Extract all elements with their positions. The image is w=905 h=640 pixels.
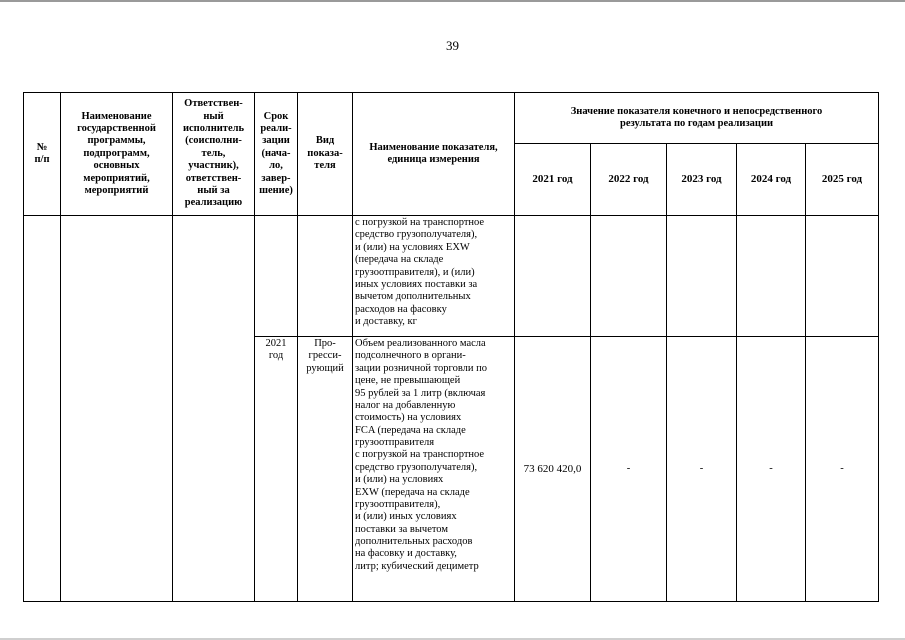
header-year: 2023 год bbox=[667, 144, 737, 216]
cell-value-2025: - bbox=[806, 337, 879, 602]
cell-value bbox=[515, 216, 591, 337]
header-year: 2021 год bbox=[515, 144, 591, 216]
page-number: 39 bbox=[446, 38, 459, 53]
cell-value-2023: - bbox=[667, 337, 737, 602]
header-year: 2024 год bbox=[737, 144, 806, 216]
cell-indicator-name: Объем реализованного масла подсолнечного в органи- зации розничной торговли по цене, не превышающей 95 рублей за 1 литр (включая налог на добавленную стоимость) на условиях FCA (передача на складе грузоотправителя с погрузкой на транспортное средство грузополучателя), и (или) на условиях EXW (передача на складе грузоотправителя), и (или) иных условиях поставки за вычетом дополнительных расходов на фасовку и доставку, литр; кубический дециметр bbox=[353, 337, 515, 602]
header-number: № п/п bbox=[24, 93, 61, 216]
header-row-1 bbox=[24, 93, 879, 144]
header-indicator-name: Наименование показателя, единица измерения bbox=[353, 93, 515, 216]
cell-value-2022: - bbox=[591, 337, 667, 602]
program-table bbox=[23, 92, 879, 602]
header-year: 2022 год bbox=[591, 144, 667, 216]
cell-program-name bbox=[61, 216, 173, 602]
cell-responsible bbox=[173, 216, 255, 602]
cell-value-2021: 73 620 420,0 bbox=[515, 337, 591, 602]
cell-value bbox=[737, 216, 806, 337]
cell-value-2024: - bbox=[737, 337, 806, 602]
header-responsible: Ответствен- ный исполнитель (соисполни- тель, участник), ответствен- ный за реализацию bbox=[173, 93, 255, 216]
cell-indicator-type: Про- гресси- рующий bbox=[298, 337, 353, 602]
cell-number bbox=[24, 216, 61, 602]
cell-term bbox=[255, 216, 298, 337]
header-values-group: Значение показателя конечного и непосредственного результата по годам реализации bbox=[515, 93, 879, 144]
header-indicator-type: Вид показа- теля bbox=[298, 93, 353, 216]
cell-value bbox=[667, 216, 737, 337]
cell-value bbox=[806, 216, 879, 337]
cell-indicator-name: с погрузкой на транспортное средство грузополучателя), и (или) на условиях EXW (передача на складе грузоотправителя), и (или) иных условиях поставки за вычетом дополнительных расходов на фасовку и доставку, кг bbox=[353, 216, 515, 337]
cell-term: 2021 год bbox=[255, 337, 298, 602]
table-row bbox=[24, 216, 879, 337]
cell-indicator-type bbox=[298, 216, 353, 337]
cell-value bbox=[591, 216, 667, 337]
header-year: 2025 год bbox=[806, 144, 879, 216]
header-term: Срок реали- зации (нача- ло, завер- шение) bbox=[255, 93, 298, 216]
header-program-name: Наименование государственной программы, подпрограмм, основных мероприятий, мероприятий bbox=[61, 93, 173, 216]
